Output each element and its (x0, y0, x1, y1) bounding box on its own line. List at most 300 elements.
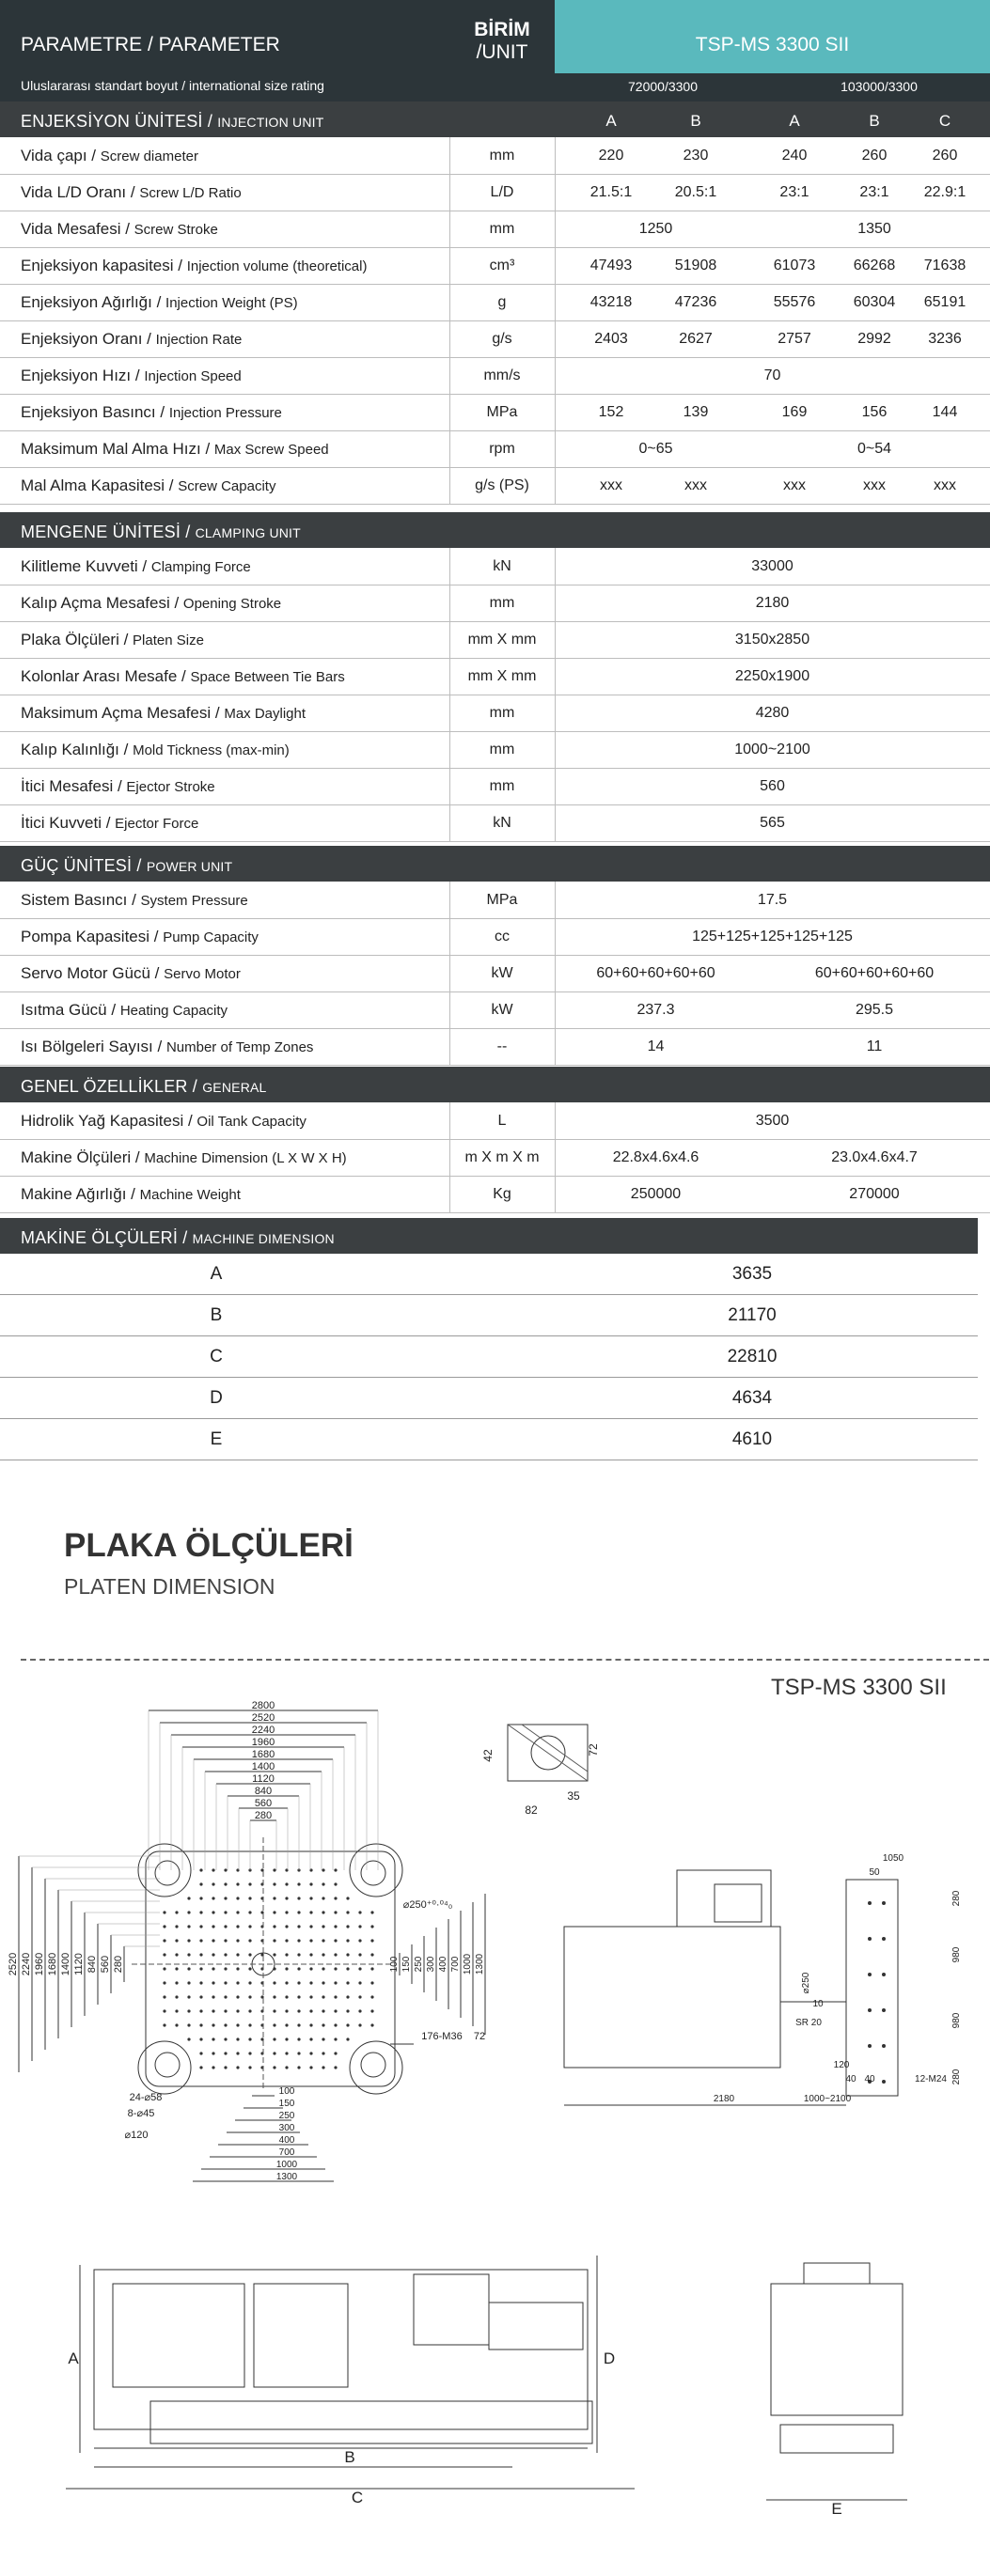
platen-hole (346, 1897, 349, 1899)
platen-hole (224, 2023, 227, 2026)
platen-hole (273, 2066, 275, 2069)
platen-hole (273, 1882, 275, 1885)
dimension-label: 840 (254, 1786, 273, 1797)
platen-hole (309, 1981, 312, 1984)
platen-hole (236, 2037, 239, 2040)
platen-hole (285, 1882, 288, 1885)
injection-title-tr: ENJEKSİYON ÜNİTESİ / (21, 112, 218, 131)
platen-hole (285, 1995, 288, 1998)
row-label-en: Machine Dimension (L X W X H) (144, 1150, 347, 1166)
row-unit: g/s (PS) (475, 477, 529, 493)
unit-header-tr: BİRİM (474, 19, 530, 40)
row-label-tr: Vida L/D Oranı / (21, 183, 140, 201)
platen-hole (236, 2023, 239, 2026)
platen-hole (309, 1939, 312, 1942)
platen-hole (273, 1911, 275, 1913)
power-title-tr: GÜÇ ÜNİTESİ / (21, 856, 147, 875)
platen-hole (309, 2009, 312, 2012)
spec-row (0, 955, 990, 992)
row-unit: cm³ (489, 258, 515, 273)
row-value: 47493 (589, 258, 633, 273)
dimension-label: 1400 (251, 1761, 275, 1772)
dimension-label: 2520 (251, 1712, 275, 1724)
spec-row (0, 394, 990, 431)
spec-row (0, 284, 990, 321)
platen-hole (212, 1868, 214, 1871)
platen-hole (175, 1981, 178, 1984)
platen-hole (212, 1882, 214, 1885)
col-divider (449, 137, 450, 504)
platen-hole (212, 1925, 214, 1928)
platen-hole (322, 2066, 324, 2069)
platen-hole (224, 1882, 227, 1885)
row-value: 33000 (751, 558, 794, 574)
platen-hole (334, 2009, 337, 2012)
platen-hole (212, 1953, 214, 1956)
row-value: 3236 (928, 331, 962, 347)
side-dimension: 120 (833, 2060, 850, 2070)
platen-hole (224, 1868, 227, 1871)
platen-hole (273, 2037, 275, 2040)
spec-row (0, 1176, 990, 1213)
side-dimension: 12-M24 (915, 2074, 947, 2084)
platen-hole (309, 2023, 312, 2026)
platen-hole (285, 1967, 288, 1970)
dimension-key: C (210, 1347, 223, 1366)
dimension-label: 280 (254, 1810, 273, 1821)
dimension-label: 1400 (60, 1952, 71, 1976)
row-label (21, 891, 248, 910)
row-label-tr: Makine Ağırlığı / (21, 1185, 140, 1203)
platen-hole (358, 1911, 361, 1913)
platen-hole (163, 2009, 165, 2012)
row-value: 43218 (589, 294, 633, 310)
platen-hole (370, 1995, 373, 1998)
platen-hole (358, 1939, 361, 1942)
platen-hole (273, 1925, 275, 1928)
platen-hole (297, 1925, 300, 1928)
machine-dim-title (21, 1228, 335, 1248)
platen-hole (322, 2052, 324, 2054)
platen-hole (346, 1995, 349, 1998)
platen-hole (175, 2009, 178, 2012)
platen-hole (163, 1911, 165, 1913)
row-label-en: Screw Capacity (178, 478, 276, 494)
platen-hole (297, 1953, 300, 1956)
row-label-en: Max Screw Speed (213, 442, 329, 458)
row-unit: mm (489, 742, 515, 757)
platen-hole (346, 1925, 349, 1928)
dimension-label: 300 (278, 2123, 295, 2133)
platen-hole (297, 2037, 300, 2040)
platen-hole (236, 1925, 239, 1928)
platen-hole (309, 1925, 312, 1928)
machine-dim-letter: A (68, 2350, 79, 2367)
platen-hole (322, 2037, 324, 2040)
platen-hole (370, 1939, 373, 1942)
row-value: 20.5:1 (674, 184, 717, 200)
dimension-label: 1680 (251, 1749, 275, 1760)
platen-title: PLAKA ÖLÇÜLERİ (64, 1527, 354, 1564)
row-label-en: Heating Capacity (119, 1003, 228, 1019)
side-dimension: 2180 (713, 2094, 735, 2104)
platen-hole (309, 1911, 312, 1913)
platen-hole (248, 1939, 251, 1942)
row-unit: mm/s (483, 367, 521, 383)
dimension-label: 2240 (21, 1952, 32, 1976)
dimension-value: 4610 (731, 1429, 773, 1449)
row-label (21, 367, 242, 385)
row-label-en: Platen Size (133, 632, 204, 648)
platen-hole (322, 1882, 324, 1885)
row-value: 3500 (755, 1113, 790, 1129)
row-unit: L/D (490, 184, 514, 200)
platen-hole (297, 1882, 300, 1885)
row-value-model2: 0~54 (856, 441, 892, 457)
dimension-label: 1120 (73, 1953, 85, 1975)
row-value: xxx (863, 477, 886, 493)
spec-row (0, 991, 990, 1029)
dimension-label: 700 (278, 2147, 295, 2158)
platen-hole (309, 1953, 312, 1956)
side-dimension: 50 (869, 1867, 880, 1878)
side-dimension: 1050 (882, 1853, 904, 1864)
row-label-tr: Kolonlar Arası Mesafe / (21, 667, 191, 685)
platen-hole (322, 1939, 324, 1942)
machine-dim-section-header (0, 1218, 978, 1254)
platen-hole (285, 1911, 288, 1913)
platen-hole (297, 1967, 300, 1970)
platen-hole (236, 1995, 239, 1998)
platen-hole (199, 1925, 202, 1928)
row-value: 47236 (674, 294, 717, 310)
platen-hole (285, 1939, 288, 1942)
row-value: 139 (683, 404, 709, 420)
platen-hole (285, 1981, 288, 1984)
platen-hole (212, 1939, 214, 1942)
side-view-bolt (882, 2044, 886, 2048)
platen-hole (334, 1868, 337, 1871)
row-label-tr: Pompa Kapasitesi / (21, 928, 164, 945)
detail-dimension: 72 (587, 1743, 600, 1756)
dimension-label: 1000 (463, 1953, 473, 1975)
platen-hole (224, 2009, 227, 2012)
side-dimension: 280 (951, 2069, 962, 2085)
platen-hole (224, 1995, 227, 1998)
platen-hole (322, 1967, 324, 1970)
platen-hole (187, 1897, 190, 1899)
platen-hole (248, 2066, 251, 2069)
dimension-label: 560 (254, 1798, 273, 1809)
side-view-body (564, 1927, 780, 2068)
platen-hole (224, 1967, 227, 1970)
platen-hole (163, 1925, 165, 1928)
col-divider (449, 882, 450, 1065)
platen-hole (273, 2009, 275, 2012)
platen-hole (334, 2066, 337, 2069)
row-label-en: Injection Weight (PS) (165, 295, 298, 311)
general-title-en: GENERAL (202, 1080, 267, 1095)
row-unit: mm (489, 595, 515, 611)
platen-hole (370, 1925, 373, 1928)
platen-hole (370, 1953, 373, 1956)
platen-hole (273, 1981, 275, 1984)
platen-hole (358, 1925, 361, 1928)
dimension-row (0, 1336, 978, 1378)
model-header: TSP-MS 3300 SII (695, 34, 850, 55)
col-header: C (938, 112, 951, 130)
platen-hole (297, 2066, 300, 2069)
row-unit: L (497, 1113, 507, 1129)
tie-bar-inner (155, 1861, 180, 1885)
platen-hole (334, 1981, 337, 1984)
platen-hole (322, 1897, 324, 1899)
row-label-en: Ejector Force (115, 816, 199, 832)
row-label (21, 1038, 313, 1056)
col-header: A (789, 112, 800, 130)
spec-row (0, 695, 990, 732)
side-view-bolt (882, 1973, 886, 1976)
platen-hole (224, 1897, 227, 1899)
platen-hole (199, 1967, 202, 1970)
platen-hole (285, 2037, 288, 2040)
general-section-title (21, 1077, 267, 1097)
col-header: B (869, 112, 880, 130)
machine-dim-letter: C (351, 2489, 364, 2506)
spec-row (0, 731, 990, 769)
platen-hole (248, 1967, 251, 1970)
row-label-tr: Sistem Basıncı / (21, 891, 141, 909)
platen-hole (346, 2009, 349, 2012)
machine-guard (254, 2284, 348, 2387)
platen-hole (297, 2052, 300, 2054)
dimension-label: 1300 (275, 2172, 298, 2182)
platen-hole (187, 1995, 190, 1998)
side-dimension: 280 (951, 1890, 962, 1907)
spec-row (0, 548, 990, 585)
row-value: 3150x2850 (734, 632, 810, 648)
row-unit: MPa (486, 404, 518, 420)
col-header: A (605, 112, 617, 130)
spec-row (0, 467, 990, 505)
row-label-tr: Enjeksiyon Ağırlığı / (21, 293, 166, 311)
platen-hole (199, 1981, 202, 1984)
row-value: 61073 (773, 258, 816, 273)
platen-hole (199, 1939, 202, 1942)
clamping-title-tr: MENGENE ÜNİTESİ / (21, 523, 196, 541)
row-value: 55576 (773, 294, 816, 310)
row-value-model1: 60+60+60+60+60 (596, 965, 715, 981)
platen-hole (309, 1995, 312, 1998)
platen-hole (187, 1911, 190, 1913)
side-view-bolt (868, 2044, 872, 2048)
row-unit: -- (496, 1038, 508, 1054)
side-view-bolt (882, 1937, 886, 1941)
row-label-en: Servo Motor (164, 966, 241, 982)
row-value: 560 (760, 778, 785, 794)
platen-hole (285, 1925, 288, 1928)
platen-hole (224, 1981, 227, 1984)
platen-hole (285, 2052, 288, 2054)
platen-hole (273, 1995, 275, 1998)
row-label (21, 631, 204, 649)
platen-hole (358, 2009, 361, 2012)
row-label (21, 183, 242, 202)
intl-size-label: Uluslararası standart boyut / international size rating (21, 78, 324, 93)
platen-hole (212, 1897, 214, 1899)
platen-hole (199, 1882, 202, 1885)
platen-hole (212, 1981, 214, 1984)
row-label (21, 403, 282, 422)
unit-header-en: /UNIT (476, 41, 528, 63)
row-label-en: Pump Capacity (163, 929, 259, 945)
row-value-model2: 23.0x4.6x4.7 (831, 1149, 918, 1165)
row-label-tr: Enjeksiyon Basıncı / (21, 403, 169, 421)
platen-hole (358, 1995, 361, 1998)
platen-hole (334, 1995, 337, 1998)
row-value: 2403 (594, 331, 628, 347)
platen-hole (212, 2023, 214, 2026)
dimension-row (0, 1295, 978, 1336)
platen-hole (285, 1897, 288, 1899)
row-value-model1: 237.3 (636, 1002, 675, 1018)
row-label-tr: Isı Bölgeleri Sayısı / (21, 1038, 166, 1055)
platen-hole (334, 1882, 337, 1885)
injection-section-title (21, 112, 324, 132)
platen-hole (322, 1995, 324, 1998)
spec-row (0, 882, 990, 919)
power-section-title (21, 856, 232, 876)
platen-hole (346, 1981, 349, 1984)
spec-row (0, 320, 990, 358)
platen-hole (187, 1939, 190, 1942)
row-value: 51908 (674, 258, 717, 273)
table-header (0, 0, 990, 73)
row-label-en: Clamping Force (150, 559, 251, 575)
row-unit: Kg (493, 1186, 511, 1202)
platen-hole (212, 2066, 214, 2069)
dimension-label: 840 (86, 1955, 98, 1974)
note-label: 72 (473, 2031, 486, 2042)
platen-hole (175, 1911, 178, 1913)
platen-hole (187, 1953, 190, 1956)
row-value-model1: 0~65 (638, 441, 673, 457)
platen-hole (212, 2009, 214, 2012)
col-header: B (690, 112, 701, 130)
row-label-en: Injection Speed (144, 368, 242, 384)
spec-row (0, 1139, 990, 1177)
row-value: 22.9:1 (923, 184, 966, 200)
row-label-tr: Hidrolik Yağ Kapasitesi / (21, 1112, 197, 1130)
platen-hole (248, 1911, 251, 1913)
platen-hole (236, 2009, 239, 2012)
side-view-bolt (868, 1973, 872, 1976)
platen-hole (236, 1882, 239, 1885)
spec-row (0, 768, 990, 805)
end-view-base (780, 2425, 893, 2453)
platen-hole (273, 2052, 275, 2054)
platen-hole (322, 2009, 324, 2012)
side-dimension: 40 (864, 2074, 875, 2084)
platen-hole (297, 1911, 300, 1913)
machine-dim-letter: D (603, 2350, 616, 2367)
platen-hole (346, 1967, 349, 1970)
row-label-en: Screw diameter (100, 148, 198, 164)
row-label-en: Opening Stroke (182, 596, 282, 612)
note-label: 8-⌀45 (127, 2108, 155, 2119)
machine-dim-title-en: MACHINE DIMENSION (192, 1231, 335, 1246)
power-section-header (0, 846, 990, 882)
note-label: 176-M36 (421, 2031, 463, 2042)
note-label: ⌀120 (124, 2130, 149, 2141)
row-label-tr: Servo Motor Gücü / (21, 964, 165, 982)
clamping-title-en: CLAMPING UNIT (195, 525, 301, 540)
row-value: 220 (598, 148, 624, 164)
row-label-en: System Pressure (140, 893, 248, 909)
row-label-en: Injection Rate (155, 332, 243, 348)
platen-hole (309, 1897, 312, 1899)
platen-hole (199, 2023, 202, 2026)
clamping-section-title (21, 523, 301, 542)
spec-row (0, 211, 990, 248)
side-view-top (677, 1870, 771, 1927)
platen-hole (297, 2023, 300, 2026)
row-label (21, 147, 198, 165)
platen-hole (273, 1939, 275, 1942)
drawing-model: TSP-MS 3300 SII (771, 1675, 947, 1700)
platen-hole (358, 1953, 361, 1956)
spec-row (0, 585, 990, 622)
injection-title-en: INJECTION UNIT (217, 115, 324, 130)
detail-dimension: 35 (567, 1789, 580, 1803)
row-label (21, 330, 242, 349)
row-label-en: Ejector Stroke (126, 779, 215, 795)
platen-hole (199, 2009, 202, 2012)
row-label-tr: Isıtma Gücü / (21, 1001, 120, 1019)
col-divider (555, 137, 556, 504)
general-section-header (0, 1067, 990, 1102)
row-label (21, 293, 298, 312)
row-value-model2: 295.5 (855, 1002, 894, 1018)
dimension-row (0, 1254, 978, 1295)
platen-hole (334, 2023, 337, 2026)
platen-hole (199, 2052, 202, 2054)
side-view-bolt (868, 1901, 872, 1905)
row-label-en: Injection Pressure (168, 405, 282, 421)
row-label-tr: Maksimum Açma Mesafesi / (21, 704, 225, 722)
side-view-bolt (868, 1937, 872, 1941)
platen-hole (370, 1981, 373, 1984)
row-label-en: Space Between Tie Bars (190, 669, 345, 685)
row-value: 260 (932, 148, 958, 164)
platen-hole (236, 2052, 239, 2054)
spec-row (0, 1028, 990, 1066)
dashed-divider (21, 1659, 989, 1661)
row-label-tr: Mal Alma Kapasitesi / (21, 476, 179, 494)
row-label-tr: Kilitleme Kuvveti / (21, 557, 151, 575)
side-view-window (715, 1884, 762, 1922)
machine-injector (489, 2303, 583, 2350)
machine-guard (113, 2284, 244, 2387)
row-label-en: Screw Stroke (134, 222, 218, 238)
platen-hole (285, 2023, 288, 2026)
row-label-tr: Vida Mesafesi / (21, 220, 134, 238)
row-unit: m X m X m (464, 1149, 540, 1165)
row-label-tr: Enjeksiyon kapasitesi / (21, 257, 187, 274)
row-value-model2: 270000 (849, 1186, 900, 1202)
dimension-key: D (210, 1388, 223, 1408)
dimension-label: 2800 (251, 1700, 275, 1711)
